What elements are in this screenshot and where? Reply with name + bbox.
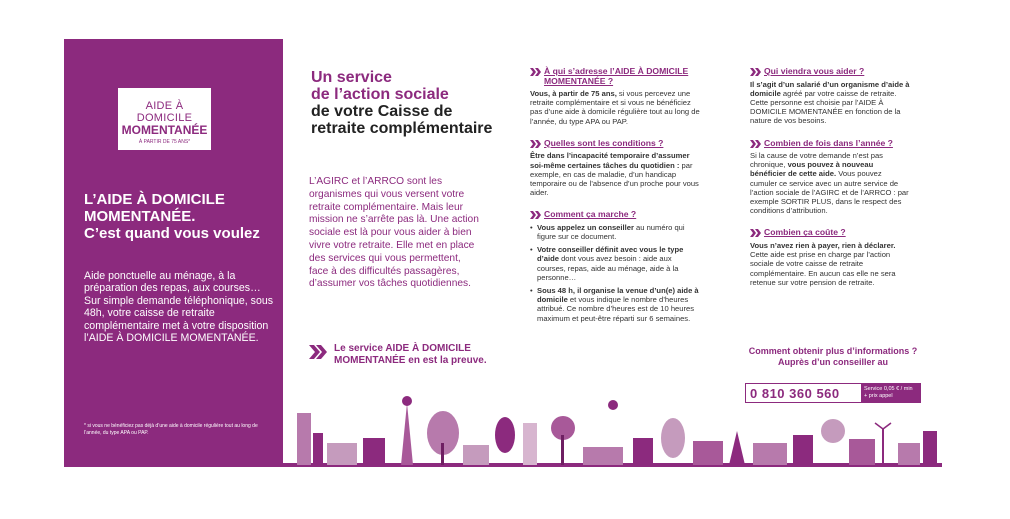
section-heading-text: Combien ça coûte ? — [764, 227, 846, 238]
middle-title-line4: retraite complémentaire — [311, 120, 493, 137]
body-text: Si la cause de votre demande n’est pas chronique, — [750, 151, 883, 170]
double-chevron-icon — [530, 68, 541, 76]
middle-title-line3: de votre Caisse de — [311, 103, 453, 120]
body-text: au numéro qui figure sur ce document. — [537, 222, 685, 242]
bold-text: Il s’agit d’un salarié d’un organisme d’aide à domicile — [750, 79, 910, 98]
contact-info — [738, 346, 928, 368]
double-chevron-icon — [309, 345, 327, 359]
left-body: Aide ponctuelle au ménage, à la préparation des repas, aux courses… Sur simple demande téléphonique, sous 48h, votre caisse de retraite complémentaire met à votre disposition l’AIDE À DOMICILE MOMENTANÉE. — [84, 270, 274, 345]
bold-text: Vous appelez un conseiller — [537, 222, 634, 232]
section-heading-text: À qui s’adresse l’AIDE À DOMICILE MOMENTANÉE ? — [544, 66, 689, 86]
double-chevron-icon — [750, 68, 761, 76]
bold-text: Votre conseiller définit avec vous le type d’aide — [537, 245, 684, 264]
body-text: Vous pouvez cumuler ce service avec un autre service de l’action sociale de l’AGIRC et de l’ARRCO : par exemple SORTIR PLUS, dans le respect des conditions d’attribution. — [750, 169, 909, 216]
section-how-it-works — [530, 210, 700, 323]
double-chevron-icon — [750, 229, 761, 237]
section-text — [750, 151, 910, 215]
list-item — [530, 223, 700, 241]
section-heading — [750, 139, 910, 149]
body-text: Cette aide est prise en charge par l’action sociale de votre caisse de retraite complémentaire. En aucun cas elle ne sera retenue sur votre pension de retraite. — [750, 250, 896, 287]
section-audience — [530, 67, 700, 126]
left-title — [84, 191, 279, 242]
section-heading — [750, 228, 910, 238]
section-heading — [530, 67, 700, 86]
body-text: dont vous avez besoin : aide aux courses, repas, aide au ménage, aide à la personne… — [537, 254, 679, 282]
list-item — [530, 245, 700, 282]
section-heading-text: Qui viendra vous aider ? — [764, 66, 865, 76]
section-heading — [750, 67, 910, 77]
left-panel — [64, 39, 283, 467]
body-text: si vous percevez une retraite complémentaire et si vous ne bénéficiez pas d’une aide à domicile régulière tout au long de l’année, du type APA ou PAP. — [530, 89, 700, 126]
middle-title-line1: Un service — [311, 69, 392, 86]
middle-body: L’AGIRC et l’ARRCO sont les organismes qui vous versent votre retraite complémentaire. Mais leur mission ne s’arrête pas là. Une action sociale est là pour vous aider à bien vivre votre retraite. Elle met en place des services qui vous permettent, face à des difficultés passagères, d’assumer vos tâches quotidiennes. — [309, 176, 479, 290]
section-conditions — [530, 139, 700, 198]
bold-text: Sous 48 h, il organise la venue d’un(e) aide à domicile — [537, 286, 699, 305]
section-heading — [530, 210, 700, 220]
section-heading — [530, 139, 700, 149]
body-text: et vous indique le nombre d’heures attribué. Ce nombre d’heures est de 10 heures maximum et peut-être réparti sur 6 semaines. — [537, 295, 695, 323]
section-heading-text: Quelles sont les conditions ? — [544, 137, 664, 148]
middle-proof-text: Le service AIDE À DOMICILE MOMENTANÉE en est la preuve. — [334, 343, 487, 366]
left-title-line2: MOMENTANÉE. — [84, 208, 196, 225]
city-skyline-illustration — [283, 383, 942, 467]
phone-number[interactable]: 0 810 360 560 — [750, 386, 840, 401]
left-footnote: * si vous ne bénéficiez pas déjà d’une aide à domicile régulière tout au long de l’année, du type APA ou PAP. — [84, 423, 258, 436]
logo-line1: AIDE À DOMICILE — [136, 100, 193, 124]
column-faq-1 — [530, 67, 700, 336]
brochure — [64, 39, 942, 467]
list-item — [530, 286, 700, 323]
body-text: agréé par votre caisse de retraite. Cette personne est choisie par l’AIDE À DOMICILE MOMENTANÉE en fonction de la nature de vos besoins. — [750, 88, 901, 126]
column-faq-2 — [750, 67, 910, 300]
left-title-line3: C’est quand vous voulez — [84, 225, 260, 242]
logo — [118, 88, 211, 150]
left-title-line1: L’AIDE À DOMICILE — [84, 191, 225, 208]
section-text — [530, 89, 700, 126]
contact-question: Comment obtenir plus d’informations ? — [748, 346, 918, 356]
middle-proof — [309, 343, 499, 367]
logo-line2: MOMENTANÉE — [121, 123, 208, 137]
section-text — [750, 241, 910, 287]
section-text — [750, 80, 910, 126]
price-line2: + prix appel — [864, 392, 893, 399]
middle-title — [311, 69, 501, 137]
bold-text: Être dans l’incapacité temporaire d’assumer soi-même certaines tâches du quotidien : — [530, 151, 690, 170]
section-heading-text: Comment ça marche ? — [544, 209, 637, 220]
middle-title-line2: de l’action sociale — [311, 86, 449, 103]
steps-list — [530, 223, 700, 323]
bold-text: Vous, à partir de 75 ans, — [530, 89, 617, 98]
section-heading-text: Combien de fois dans l’année ? — [764, 137, 893, 148]
logo-line3: À PARTIR DE 75 ANS* — [138, 139, 191, 145]
double-chevron-icon — [530, 211, 541, 219]
double-chevron-icon — [750, 140, 761, 148]
section-text — [530, 151, 700, 197]
bold-text: vous pouvez à nouveau bénéficier de cette aide. — [750, 160, 874, 179]
contact-question-2: Auprès d’un conseiller au — [777, 357, 889, 367]
price-line1: Service 0,05 € / min — [864, 386, 913, 392]
body-text: par exemple, en cas de maladie, d’un handicap temporaire ou de l’absence d’un proche pour vous aider. — [530, 160, 699, 198]
section-who — [750, 67, 910, 126]
section-cost — [750, 228, 910, 287]
bold-text: Vous n’avez rien à payer, rien à déclarer. — [750, 240, 896, 250]
section-frequency — [750, 139, 910, 216]
double-chevron-icon — [530, 140, 541, 148]
